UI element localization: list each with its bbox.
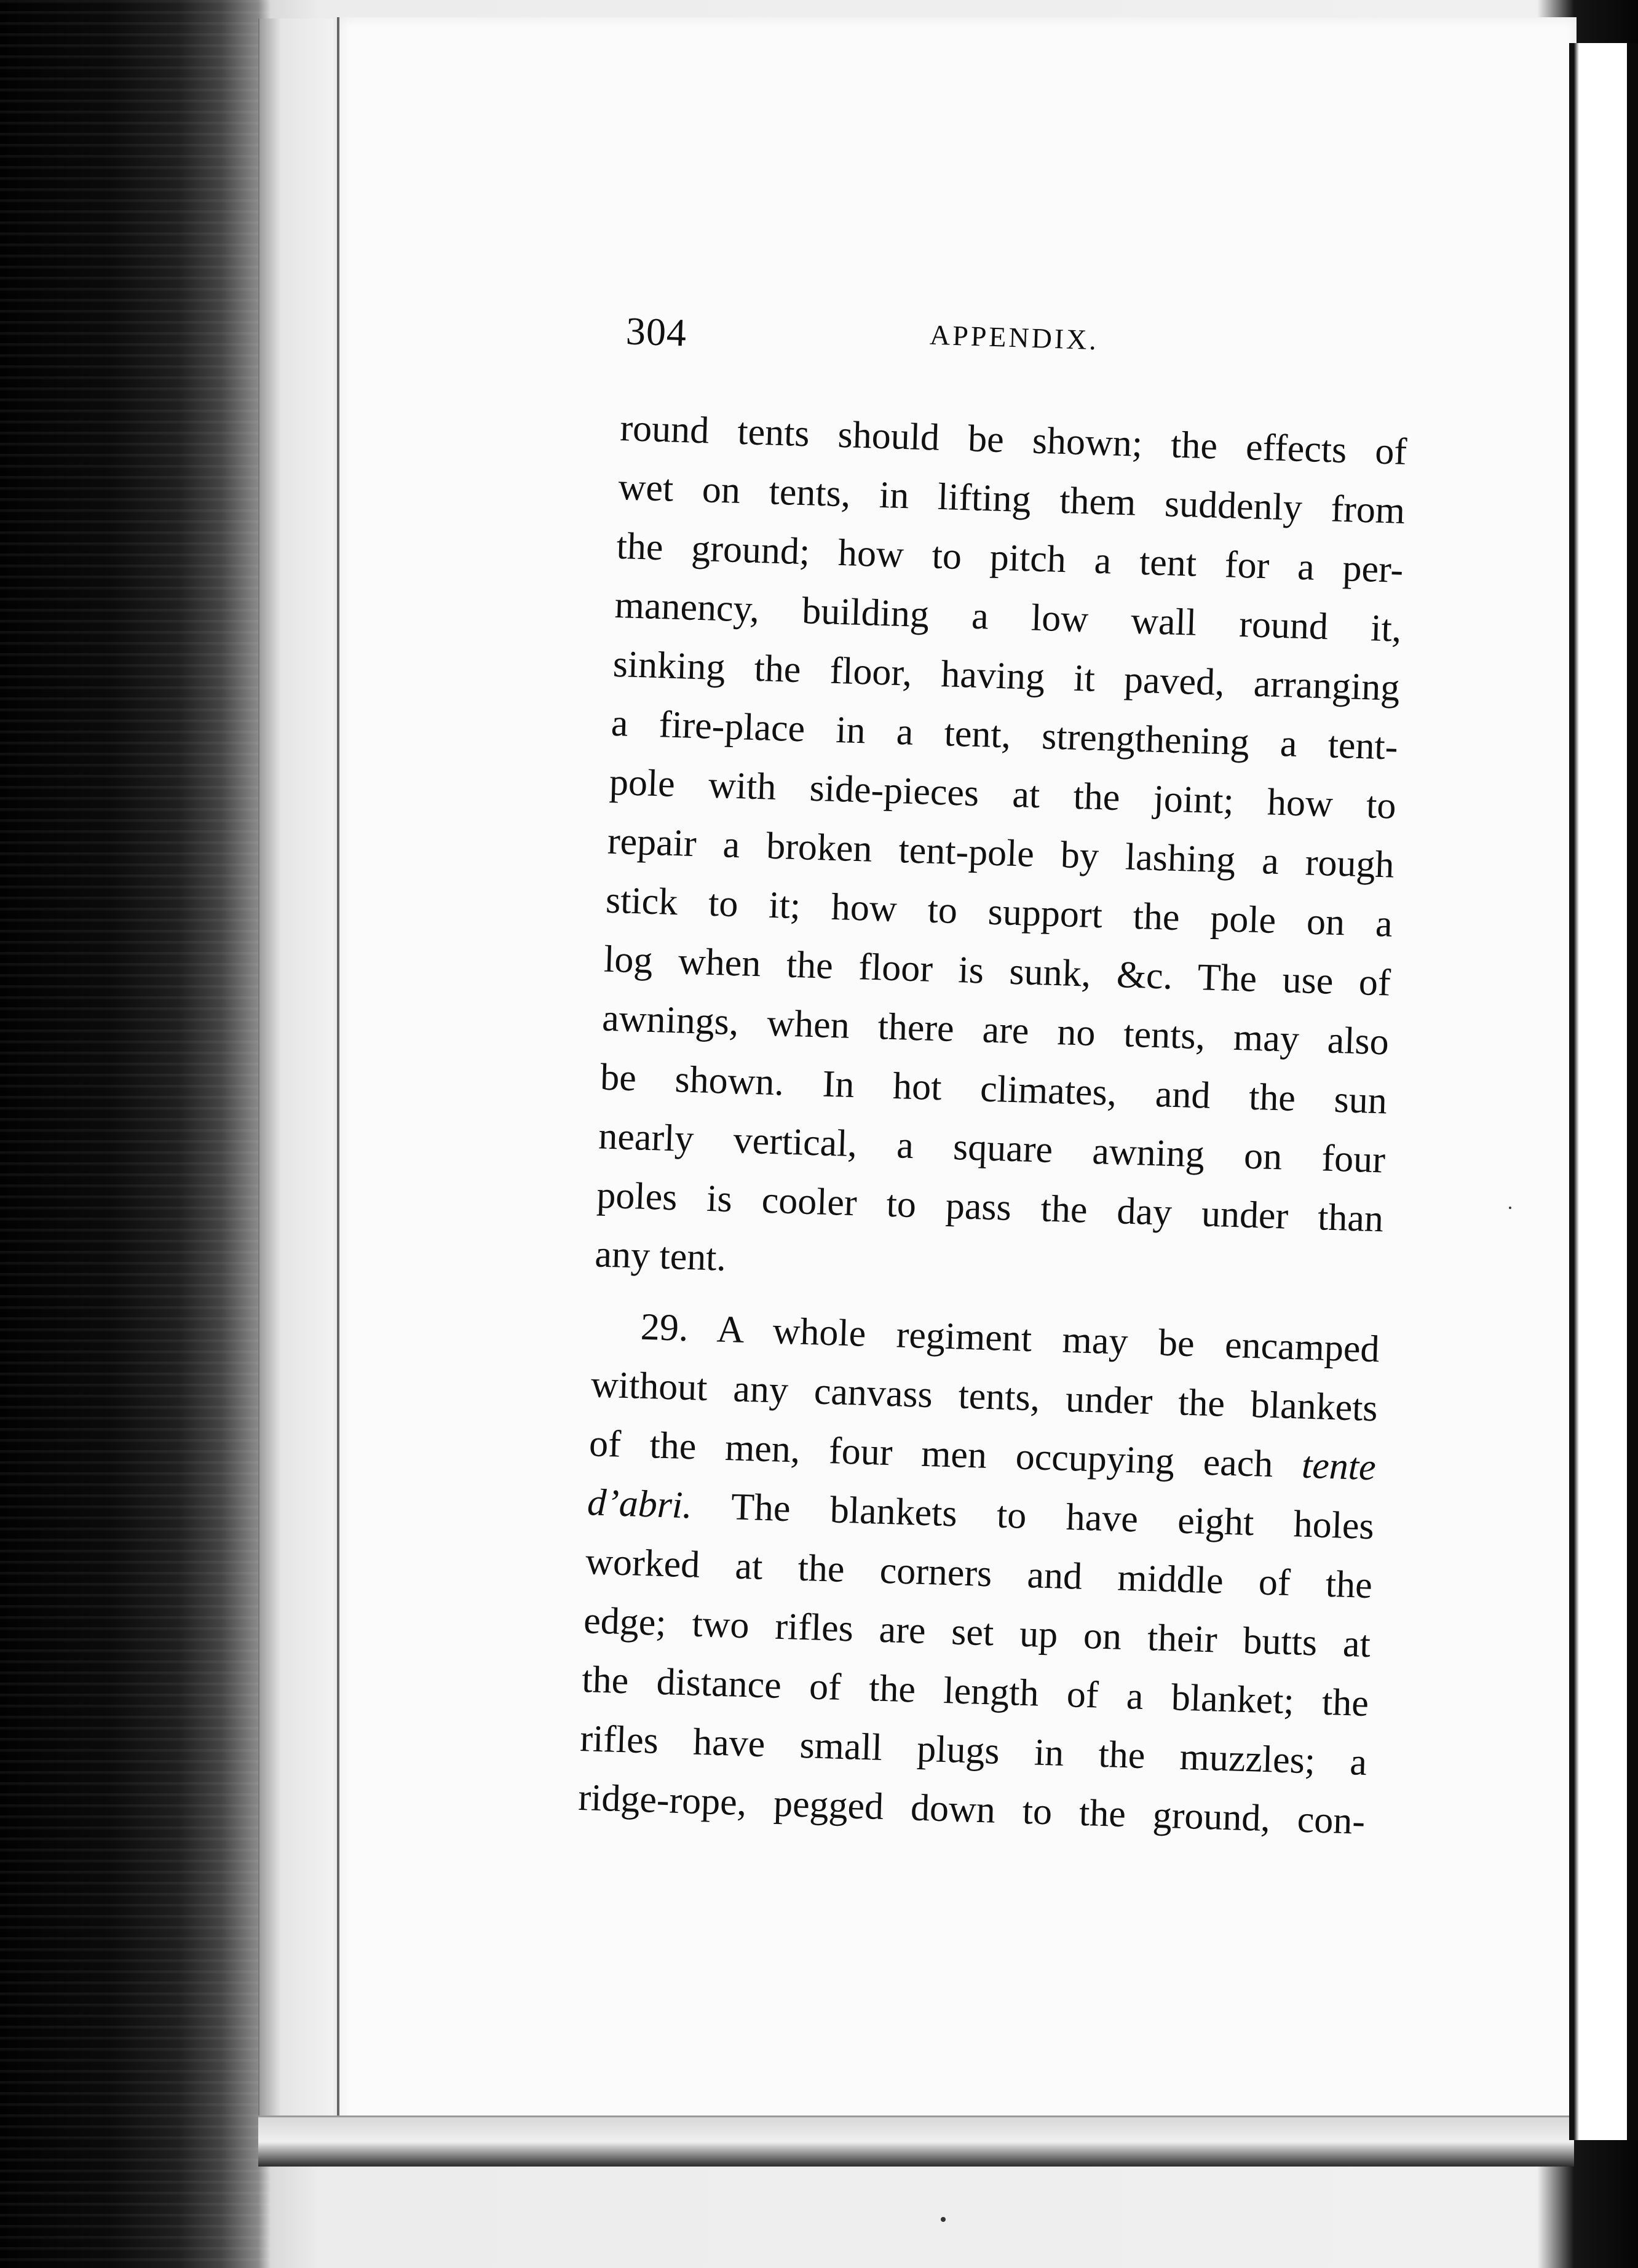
text-span: The blankets to have eight holes [730, 1486, 1375, 1548]
text-line: sinking the floor, having it paved, arranging [612, 643, 1401, 709]
text-line: poles is cooler to pass the day under than [596, 1174, 1384, 1240]
text-line: round tents should be shown; the effects of [619, 406, 1408, 474]
text-line: repair a broken tent-pole by lashing a rough [607, 820, 1395, 886]
page-header [625, 309, 1425, 362]
text-line: wet on tents, in lifting them suddenly from [617, 466, 1406, 533]
page-bottom-edge [258, 2115, 1574, 2167]
body-text [577, 401, 1420, 1876]
text-line: ridge-rope, pegged down to the ground, con- [577, 1776, 1366, 1843]
text-span: of the men, four men occupying each [588, 1422, 1274, 1486]
scan-speck [941, 2217, 946, 2222]
text-line: the distance of the length of a blanket; the [581, 1659, 1369, 1725]
text-line: manency, building a low wall round it, [614, 584, 1403, 650]
text-line: rifles have small plugs in the muzzles; a [579, 1718, 1367, 1784]
running-head: APPENDIX. [929, 319, 1099, 356]
text-line: worked at the corners and middle of the [585, 1540, 1373, 1607]
previous-page-edge [258, 18, 333, 2128]
text-line: the ground; how to pitch a tent for a per- [615, 525, 1404, 591]
text-line: be shown. In hot climates, and the sun [599, 1056, 1388, 1122]
text-line: any tent. [594, 1233, 727, 1279]
text-line: a fire-place in a tent, strengthening a tent- [610, 702, 1399, 768]
next-page-edge [1569, 43, 1638, 2140]
text-line: pole with side-pieces at the joint; how to [609, 761, 1397, 827]
italic-text: tente [1301, 1444, 1377, 1489]
book-binding-shadow [0, 0, 271, 2268]
text-line: awnings, when there are no tents, may also [601, 997, 1390, 1063]
text-line: log when the floor is sunk, &c. The use of [603, 938, 1391, 1004]
italic-text: d’abri. [587, 1481, 693, 1527]
text-line: 29. A whole regiment may be encamped [639, 1306, 1380, 1371]
text-line: nearly vertical, a square awning on four [598, 1115, 1386, 1181]
text-line: stick to it; how to support the pole on a [605, 879, 1393, 945]
text-line: without any canvass tents, under the blankets [590, 1363, 1379, 1430]
page-number: 304 [625, 309, 688, 355]
scan-speck [1509, 1207, 1511, 1209]
text-line: edge; two rifles are set up on their butts at [583, 1600, 1371, 1666]
